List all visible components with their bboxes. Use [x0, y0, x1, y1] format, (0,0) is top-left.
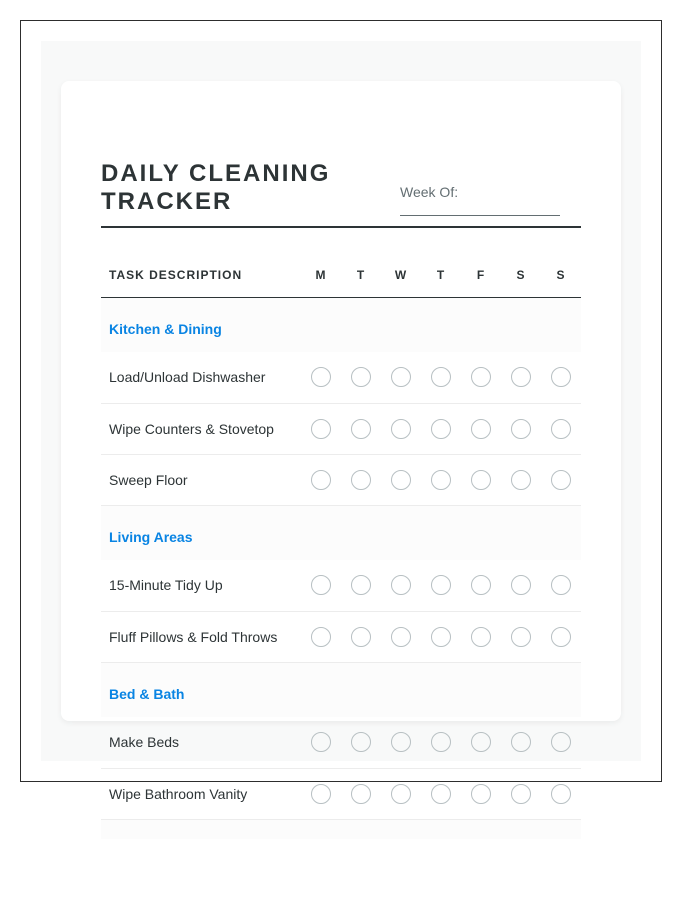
day-checkbox[interactable]: [431, 627, 451, 647]
day-checkbox[interactable]: [311, 367, 331, 387]
day-checkbox[interactable]: [431, 419, 451, 439]
day-checkbox[interactable]: [431, 575, 451, 595]
week-of-input-line[interactable]: [400, 215, 560, 216]
day-checkbox[interactable]: [311, 419, 331, 439]
day-checkbox[interactable]: [311, 784, 331, 804]
day-checkbox[interactable]: [471, 575, 491, 595]
task-label: Wipe Counters & Stovetop: [101, 403, 301, 454]
task-row: [101, 403, 581, 454]
category-label: Living Areas: [101, 505, 581, 560]
category-row: [101, 662, 581, 717]
day-checkbox[interactable]: [431, 470, 451, 490]
day-checkbox[interactable]: [391, 784, 411, 804]
column-header-task: TASK DESCRIPTION: [101, 250, 301, 297]
day-checkbox[interactable]: [471, 627, 491, 647]
day-checkbox[interactable]: [551, 784, 571, 804]
column-header-day: T: [421, 250, 461, 297]
task-label: Fluff Pillows & Fold Throws: [101, 611, 301, 662]
day-checkbox[interactable]: [391, 367, 411, 387]
category-label: Bed & Bath: [101, 662, 581, 717]
day-checkbox[interactable]: [431, 367, 451, 387]
day-checkbox[interactable]: [351, 732, 371, 752]
category-row: [101, 297, 581, 352]
day-checkbox[interactable]: [391, 419, 411, 439]
column-header-day: M: [301, 250, 341, 297]
day-checkbox[interactable]: [551, 627, 571, 647]
column-header-day: S: [501, 250, 541, 297]
day-checkbox[interactable]: [391, 732, 411, 752]
tracker-header: [101, 121, 581, 228]
day-checkbox[interactable]: [551, 470, 571, 490]
day-checkbox[interactable]: [511, 627, 531, 647]
day-checkbox[interactable]: [511, 784, 531, 804]
overflow-row: [101, 819, 581, 839]
day-checkbox[interactable]: [551, 575, 571, 595]
day-checkbox[interactable]: [511, 575, 531, 595]
table-header-row: [101, 250, 581, 297]
day-checkbox[interactable]: [431, 784, 451, 804]
day-checkbox[interactable]: [311, 627, 331, 647]
day-checkbox[interactable]: [391, 470, 411, 490]
task-row: [101, 611, 581, 662]
task-label: Wipe Bathroom Vanity: [101, 768, 301, 819]
day-checkbox[interactable]: [511, 470, 531, 490]
column-header-day: T: [341, 250, 381, 297]
day-checkbox[interactable]: [551, 732, 571, 752]
day-checkbox[interactable]: [351, 419, 371, 439]
day-checkbox[interactable]: [391, 575, 411, 595]
day-checkbox[interactable]: [551, 419, 571, 439]
task-row: [101, 352, 581, 403]
day-checkbox[interactable]: [431, 732, 451, 752]
category-row: [101, 505, 581, 560]
day-checkbox[interactable]: [511, 367, 531, 387]
day-checkbox[interactable]: [311, 470, 331, 490]
task-label: Sweep Floor: [101, 454, 301, 505]
day-checkbox[interactable]: [471, 419, 491, 439]
task-label: Make Beds: [101, 717, 301, 768]
category-label: Kitchen & Dining: [101, 297, 581, 352]
day-checkbox[interactable]: [351, 627, 371, 647]
column-header-day: F: [461, 250, 501, 297]
task-row: [101, 768, 581, 819]
task-row: [101, 560, 581, 611]
column-header-day: S: [541, 250, 581, 297]
day-checkbox[interactable]: [471, 784, 491, 804]
task-label: Load/Unload Dishwasher: [101, 352, 301, 403]
day-checkbox[interactable]: [471, 732, 491, 752]
day-checkbox[interactable]: [311, 732, 331, 752]
day-checkbox[interactable]: [391, 627, 411, 647]
day-checkbox[interactable]: [511, 419, 531, 439]
column-header-day: W: [381, 250, 421, 297]
tracker-table: [101, 250, 581, 839]
task-row: [101, 454, 581, 505]
day-checkbox[interactable]: [351, 470, 371, 490]
task-label: 15-Minute Tidy Up: [101, 560, 301, 611]
day-checkbox[interactable]: [351, 367, 371, 387]
day-checkbox[interactable]: [551, 367, 571, 387]
task-row: [101, 717, 581, 768]
day-checkbox[interactable]: [351, 784, 371, 804]
tracker-card: [61, 81, 621, 802]
day-checkbox[interactable]: [471, 367, 491, 387]
day-checkbox[interactable]: [471, 470, 491, 490]
week-of-field[interactable]: [400, 183, 560, 216]
page-title: DAILY CLEANING TRACKER: [101, 160, 331, 215]
day-checkbox[interactable]: [511, 732, 531, 752]
day-checkbox[interactable]: [311, 575, 331, 595]
week-of-label: Week Of:: [400, 184, 459, 200]
day-checkbox[interactable]: [351, 575, 371, 595]
